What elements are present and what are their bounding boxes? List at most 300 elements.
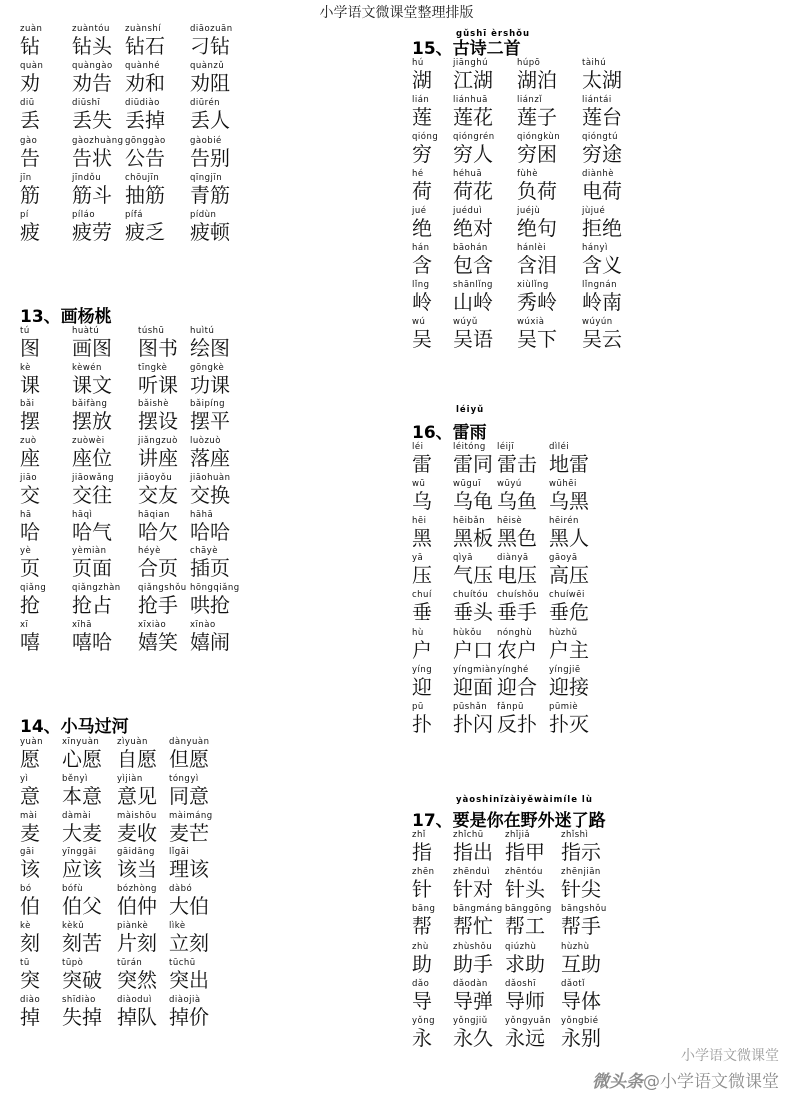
single-character-entry [412, 553, 432, 587]
pinyin-label: wūhēi [549, 479, 577, 490]
word-entry [62, 847, 102, 881]
pinyin-label: léitóng [453, 442, 486, 452]
word-entry [453, 702, 493, 736]
pinyin-label: chuíshǒu [497, 590, 540, 601]
hanzi-text: 穷 [412, 142, 432, 166]
single-character-entry [412, 1016, 435, 1050]
hanzi-text: 助 [412, 951, 432, 976]
word-entry [72, 61, 113, 95]
hanzi-text: 大伯 [169, 894, 209, 919]
pinyin-label: zuànshí [125, 24, 162, 34]
pinyin-label: jué [412, 206, 427, 216]
pinyin-label: jiāohuàn [190, 472, 231, 483]
word-entry [497, 628, 537, 662]
hanzi-text: 突破 [62, 967, 102, 992]
hanzi-text: 钻 [20, 34, 40, 58]
word-entry [72, 326, 112, 360]
single-character-entry [20, 583, 46, 617]
pinyin-label: tàihú [582, 58, 607, 68]
hanzi-text: 麦收 [117, 820, 157, 845]
word-entry [169, 847, 209, 881]
word-entry [517, 132, 560, 166]
hanzi-text: 片刻 [117, 931, 157, 955]
hanzi-text: 帮忙 [453, 914, 493, 939]
hanzi-text: 雷击 [497, 452, 537, 476]
single-character-entry [20, 24, 42, 58]
hanzi-text: 黑 [412, 526, 432, 551]
watermark-account-name: 小学语文微课堂 [681, 1048, 779, 1064]
hanzi-text: 劝告 [72, 71, 112, 96]
word-entry [190, 399, 230, 433]
pinyin-label: fǎnpū [497, 701, 524, 712]
word-entry [561, 867, 601, 901]
pinyin-label: xīxiào [138, 619, 167, 630]
pinyin-label: lǐng [412, 280, 430, 290]
word-entry [62, 958, 102, 992]
hanzi-text: 绝对 [453, 216, 493, 240]
single-character-entry [20, 473, 40, 507]
hanzi-text: 摆放 [72, 409, 112, 434]
word-entry [582, 95, 622, 129]
hanzi-text: 疲 [20, 220, 40, 244]
hanzi-text: 迎 [412, 674, 432, 699]
pinyin-label: húpō [517, 58, 541, 68]
pinyin-label: chāyè [190, 546, 219, 557]
hanzi-text: 荷 [412, 179, 432, 203]
word-entry [582, 132, 622, 166]
hanzi-text: 吴下 [517, 327, 557, 351]
pinyin-label: diàojià [169, 994, 201, 1005]
hanzi-text: 落座 [190, 446, 230, 471]
pinyin-label: yǒngyuǎn [505, 1016, 552, 1026]
pinyin-label: jiǎngzuò [138, 436, 178, 447]
word-entry [561, 942, 601, 976]
word-entry [62, 995, 102, 1029]
word-entry [62, 774, 102, 808]
word-entry [453, 590, 493, 624]
pinyin-label: qiǎngzhàn [72, 582, 121, 593]
pinyin-label: tīngkè [138, 362, 168, 373]
pinyin-label: zhǐchū [453, 830, 484, 840]
pinyin-label: tūrán [117, 957, 143, 968]
single-character-entry [412, 979, 432, 1013]
hanzi-text: 本意 [62, 783, 102, 808]
hanzi-text: 江湖 [453, 68, 493, 92]
hanzi-text: 含义 [582, 253, 622, 277]
pinyin-label: pídùn [190, 210, 217, 220]
hanzi-text: 黑人 [549, 526, 589, 551]
page-header: 小学语文微课堂整理排版 [319, 5, 474, 21]
pinyin-label: diūshī [72, 98, 101, 109]
word-entry [549, 665, 589, 699]
hanzi-text: 雷同 [453, 452, 493, 476]
hanzi-text: 筋斗 [72, 182, 112, 207]
hanzi-text: 垂手 [497, 600, 537, 625]
pinyin-label: lián [412, 95, 430, 105]
single-character-entry [20, 737, 43, 771]
pinyin-label: zhùshǒu [453, 941, 493, 952]
hanzi-text: 帮 [412, 914, 432, 939]
word-entry [138, 399, 178, 433]
pinyin-label: hù [412, 627, 424, 638]
hanzi-text: 意 [20, 783, 40, 808]
single-character-entry [412, 665, 432, 699]
hanzi-text: 告状 [72, 145, 112, 170]
hanzi-text: 吴 [412, 327, 432, 351]
hanzi-text: 地雷 [549, 452, 589, 476]
hanzi-text: 伯父 [62, 894, 102, 919]
word-entry [505, 1016, 551, 1050]
word-entry [497, 702, 537, 736]
word-entry [190, 620, 230, 654]
hanzi-text: 绝 [412, 216, 432, 240]
word-entry [549, 628, 589, 662]
hanzi-text: 吴云 [582, 327, 622, 351]
hanzi-text: 应该 [62, 857, 102, 882]
pinyin-label: shānlǐng [453, 280, 493, 290]
pinyin-label: yèmiàn [72, 546, 107, 557]
pinyin-label: bāohán [453, 243, 488, 253]
hanzi-text: 大麦 [62, 820, 102, 845]
pinyin-label: zìyuàn [117, 737, 148, 747]
word-entry [72, 583, 121, 617]
word-entry [549, 702, 589, 736]
word-entry [72, 24, 112, 58]
hanzi-text: 农户 [497, 637, 537, 662]
word-entry [517, 58, 557, 92]
hanzi-text: 突 [20, 967, 40, 992]
hanzi-text: 莲 [412, 105, 432, 129]
hanzi-text: 穷途 [582, 142, 622, 166]
pinyin-label: màimáng [169, 810, 213, 821]
hanzi-text: 永别 [561, 1026, 601, 1050]
word-entry [190, 210, 230, 244]
hanzi-text: 反扑 [497, 711, 537, 736]
pinyin-label: jīn [20, 172, 32, 183]
hanzi-text: 黑板 [453, 526, 493, 551]
word-entry [497, 442, 537, 476]
pinyin-label: hāqian [138, 509, 170, 520]
single-character-entry [20, 173, 40, 207]
pinyin-label: hé [412, 169, 424, 179]
watermark [592, 1045, 779, 1092]
hanzi-text: 交 [20, 482, 40, 507]
pinyin-label: zhēn [412, 867, 435, 878]
pinyin-label: bānggōng [505, 904, 552, 915]
pinyin-label: yìjiàn [117, 773, 143, 784]
pinyin-label: mài [20, 810, 38, 821]
hanzi-text: 丢 [20, 108, 40, 133]
single-character-entry [412, 479, 432, 513]
hanzi-text: 电荷 [582, 179, 622, 203]
word-entry [561, 830, 601, 864]
hanzi-text: 户口 [453, 637, 493, 662]
word-entry [72, 546, 112, 580]
pinyin-label: dǎotǐ [561, 978, 585, 989]
hanzi-text: 抢占 [72, 592, 112, 617]
word-entry [453, 243, 493, 277]
hanzi-text: 失掉 [62, 1004, 102, 1029]
pinyin-label: bǎifàng [72, 399, 108, 410]
section-title: 16、雷雨 [412, 423, 487, 443]
single-character-entry [412, 590, 432, 624]
word-entry [190, 136, 230, 170]
hanzi-text: 哄抢 [190, 592, 230, 617]
word-entry [453, 317, 493, 351]
word-entry [62, 811, 102, 845]
pinyin-label: gāi [20, 847, 35, 858]
hanzi-text: 求助 [505, 951, 545, 976]
single-character-entry [20, 847, 40, 881]
single-character-entry [20, 363, 40, 397]
pinyin-label: fùhè [517, 169, 538, 179]
word-entry [138, 436, 178, 470]
hanzi-text: 理该 [169, 857, 209, 882]
word-entry [72, 173, 112, 207]
pinyin-label: pū [412, 701, 424, 712]
hanzi-text: 户主 [549, 637, 589, 662]
word-entry [138, 620, 178, 654]
hanzi-text: 摆 [20, 409, 40, 434]
word-entry [190, 98, 230, 132]
hanzi-text: 但愿 [169, 747, 209, 771]
word-entry [497, 479, 537, 513]
pinyin-label: qiǎng [20, 582, 47, 593]
hanzi-text: 刻苦 [62, 931, 102, 955]
pinyin-label: liánhuā [453, 95, 488, 105]
pinyin-label: hāqì [72, 509, 93, 520]
pinyin-label: pí [20, 210, 29, 220]
pinyin-label: kèkǔ [62, 921, 85, 931]
single-character-entry [412, 243, 432, 277]
hanzi-text: 座位 [72, 446, 112, 471]
pinyin-label: zuò [20, 436, 37, 447]
hanzi-text: 课文 [72, 372, 112, 397]
pinyin-label: yì [20, 773, 29, 784]
word-entry [190, 363, 230, 397]
hanzi-text: 同意 [169, 783, 209, 808]
word-entry [453, 665, 496, 699]
word-entry [453, 442, 493, 476]
hanzi-text: 迎接 [549, 674, 589, 699]
hanzi-text: 山岭 [453, 290, 493, 314]
word-entry [453, 553, 493, 587]
word-entry [517, 317, 557, 351]
word-entry [497, 553, 537, 587]
pinyin-label: tūchū [169, 957, 196, 968]
single-character-entry [20, 436, 40, 470]
pinyin-label: tūpò [62, 957, 84, 968]
hanzi-text: 湖泊 [517, 68, 557, 92]
word-entry [169, 958, 209, 992]
hanzi-text: 课 [20, 372, 40, 397]
hanzi-text: 迎面 [453, 674, 493, 699]
pinyin-label: héhuā [453, 169, 483, 179]
hanzi-text: 指出 [453, 840, 493, 864]
word-entry [125, 173, 165, 207]
pinyin-label: piànkè [117, 921, 149, 931]
word-entry [549, 553, 589, 587]
hanzi-text: 扑 [412, 711, 432, 736]
hanzi-text: 含泪 [517, 253, 557, 277]
word-entry [582, 58, 622, 92]
word-entry [582, 169, 622, 203]
pinyin-label: wú [412, 317, 426, 327]
pinyin-label: qióngrén [453, 132, 495, 142]
single-character-entry [20, 326, 40, 360]
word-entry [190, 173, 230, 207]
hanzi-text: 吴语 [453, 327, 493, 351]
hanzi-text: 青筋 [190, 182, 230, 207]
hanzi-text: 气压 [453, 563, 493, 588]
pinyin-label: hēisè [497, 516, 523, 527]
hanzi-text: 伯 [20, 894, 40, 919]
pinyin-label: quànhé [125, 61, 160, 72]
pinyin-label: wūguī [453, 479, 481, 490]
word-entry [453, 979, 493, 1013]
word-entry [72, 436, 112, 470]
word-entry [72, 136, 124, 170]
hanzi-text: 告别 [190, 145, 230, 170]
hanzi-text: 压 [412, 563, 432, 588]
pinyin-label: hùkǒu [453, 627, 482, 638]
word-entry [125, 136, 166, 170]
pinyin-label: diào [20, 994, 41, 1005]
word-entry [517, 169, 557, 203]
hanzi-text: 垂 [412, 600, 432, 625]
pinyin-label: yínghé [497, 664, 529, 675]
word-entry [62, 921, 102, 955]
pinyin-label: kèwén [72, 362, 102, 373]
word-entry [453, 95, 493, 129]
hanzi-text: 包含 [453, 253, 493, 277]
word-entry [453, 132, 495, 166]
word-entry [453, 169, 493, 203]
word-entry [453, 628, 493, 662]
single-character-entry [412, 95, 432, 129]
pinyin-label: gōnggào [125, 135, 166, 146]
hanzi-text: 拒绝 [582, 216, 622, 240]
word-entry [582, 206, 622, 240]
word-entry [72, 473, 114, 507]
hanzi-text: 刻 [20, 931, 40, 955]
pinyin-label: wúyún [582, 317, 613, 327]
hanzi-text: 乌黑 [549, 489, 589, 514]
hanzi-text: 迎合 [497, 674, 537, 699]
pinyin-label: xīnyuàn [62, 737, 100, 747]
word-entry [453, 904, 503, 938]
single-character-entry [20, 210, 40, 244]
pinyin-label: pūmiè [549, 701, 579, 712]
single-character-entry [412, 628, 432, 662]
section-title: 13、画杨桃 [20, 307, 112, 327]
pinyin-label: yè [20, 546, 32, 557]
hanzi-text: 该当 [117, 857, 157, 882]
pinyin-label: zhǐshì [561, 830, 589, 840]
pinyin-label: hùzhù [561, 941, 590, 952]
pinyin-label: chuí [412, 590, 432, 601]
word-entry [190, 61, 230, 95]
hanzi-text: 指 [412, 840, 432, 864]
pinyin-label: dànyuàn [169, 737, 210, 747]
hanzi-text: 含 [412, 253, 432, 277]
word-entry [453, 479, 493, 513]
pinyin-label: gào [20, 135, 38, 146]
word-entry [549, 442, 589, 476]
single-character-entry [412, 58, 432, 92]
pinyin-label: diàoduì [117, 994, 152, 1005]
pinyin-label: liántái [582, 95, 612, 105]
single-character-entry [20, 995, 40, 1029]
hanzi-text: 心愿 [62, 747, 102, 771]
hanzi-text: 针 [412, 877, 432, 902]
pinyin-label: bǎi [20, 399, 35, 410]
hanzi-text: 交友 [138, 482, 178, 507]
pinyin-label: hùzhǔ [549, 627, 578, 638]
hanzi-text: 导师 [505, 988, 545, 1013]
pinyin-label: lìkè [169, 921, 186, 931]
pinyin-label: zhēnduì [453, 867, 491, 878]
hanzi-text: 乌龟 [453, 489, 493, 514]
pinyin-label: quàngào [72, 61, 113, 72]
pinyin-label: xīnào [190, 619, 216, 630]
word-entry [125, 210, 165, 244]
pinyin-label: hā [20, 509, 32, 520]
hanzi-text: 嬉笑 [138, 629, 178, 654]
word-entry [125, 61, 165, 95]
pinyin-label: qìyā [453, 553, 473, 564]
word-entry [505, 942, 545, 976]
section-title: 14、小马过河 [20, 717, 129, 737]
pinyin-label: xīhā [72, 619, 92, 630]
pinyin-label: dìléi [549, 442, 570, 452]
hanzi-text: 丢掉 [125, 108, 165, 133]
hanzi-text: 乌鱼 [497, 489, 537, 514]
pinyin-label: diànhè [582, 169, 614, 179]
word-entry [72, 363, 112, 397]
hanzi-text: 负荷 [517, 179, 557, 203]
word-entry [497, 516, 537, 550]
pinyin-label: shīdiào [62, 994, 96, 1005]
single-character-entry [20, 136, 40, 170]
hanzi-text: 告 [20, 145, 40, 170]
pinyin-label: jīndǒu [72, 172, 102, 183]
hanzi-text: 针头 [505, 877, 545, 902]
word-entry [72, 98, 112, 132]
pinyin-label: bǎishè [138, 399, 170, 410]
hanzi-text: 掉价 [169, 1004, 209, 1029]
watermark-handle [592, 1067, 779, 1092]
single-character-entry [412, 280, 432, 314]
hanzi-text: 穷人 [453, 142, 493, 166]
word-entry [169, 995, 209, 1029]
hanzi-text: 劝 [20, 71, 40, 96]
word-entry [117, 958, 157, 992]
pinyin-label: yǒng [412, 1016, 436, 1026]
pinyin-label: huìtú [190, 326, 215, 336]
hanzi-text: 莲台 [582, 105, 622, 129]
single-character-entry [412, 942, 432, 976]
word-entry [453, 206, 493, 240]
pinyin-label: kè [20, 362, 31, 373]
hanzi-text: 莲花 [453, 105, 493, 129]
word-entry [497, 590, 539, 624]
word-entry [117, 884, 157, 918]
pinyin-label: yuàn [20, 737, 44, 747]
pinyin-label: qīngjīn [190, 172, 223, 183]
word-entry [138, 363, 178, 397]
hanzi-text: 页 [20, 556, 40, 581]
